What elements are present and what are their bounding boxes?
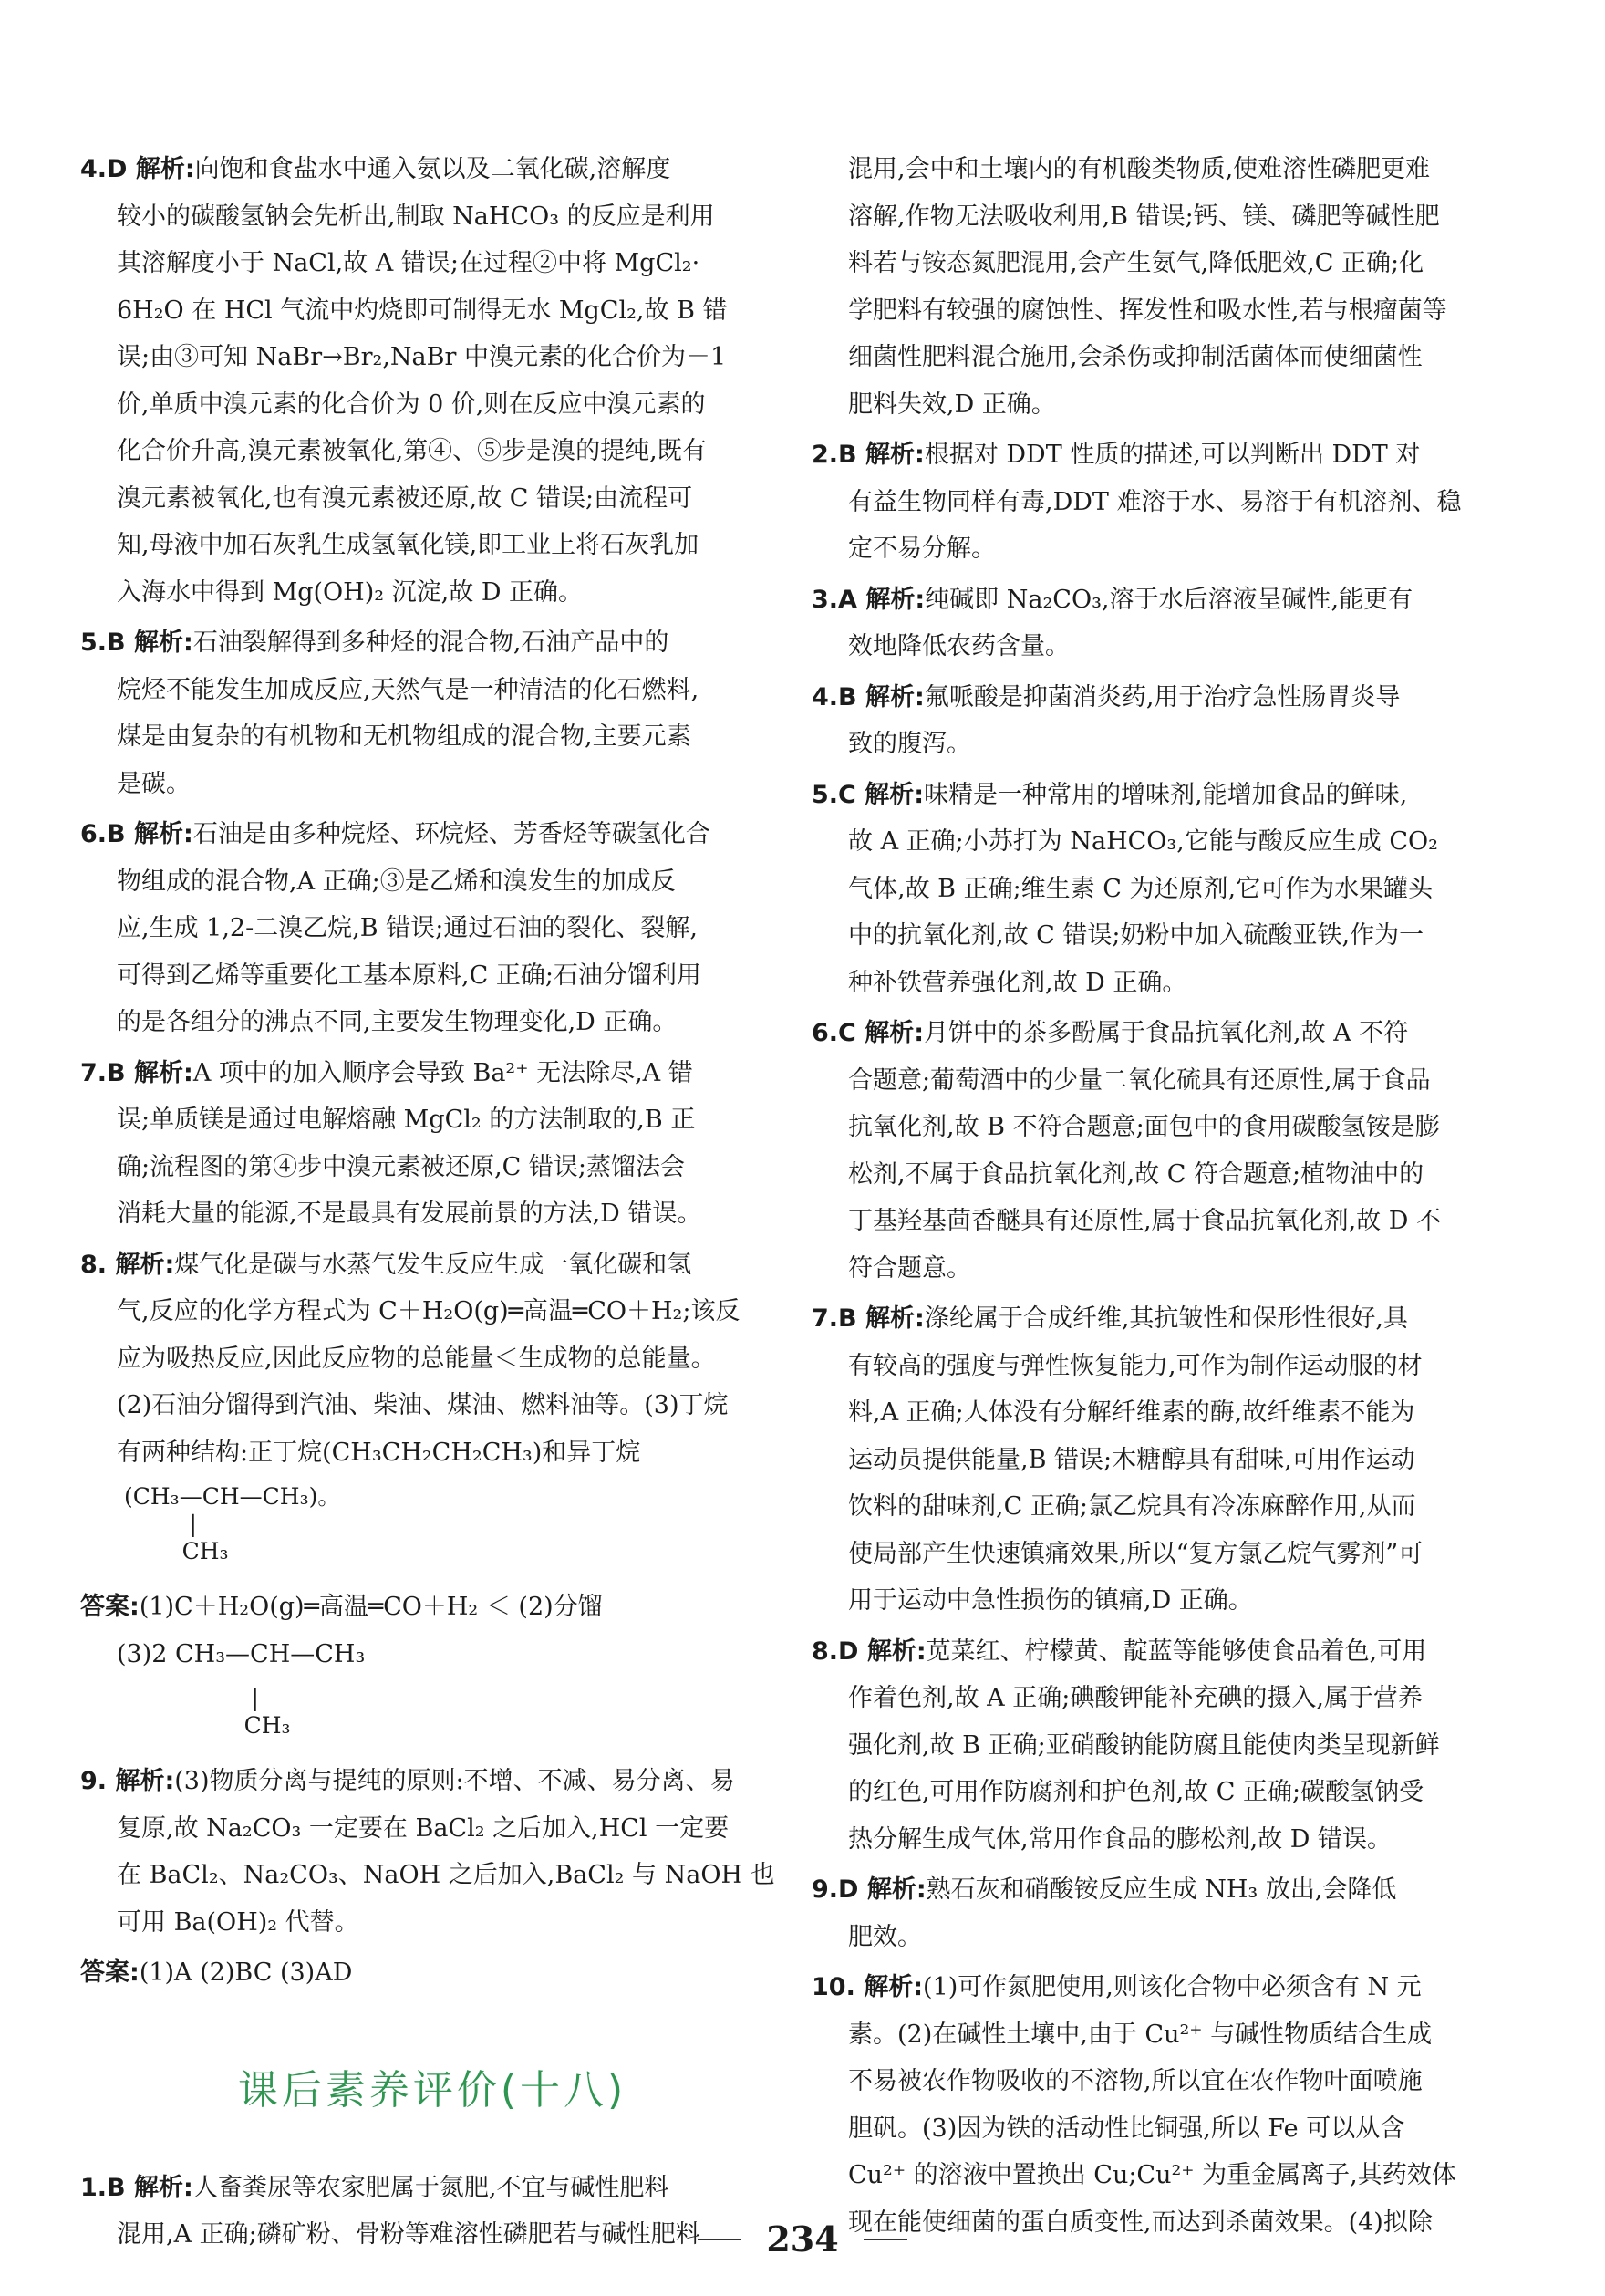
right-entry (812, 577, 1516, 670)
footer-dash-right (864, 2239, 907, 2240)
text-line (812, 431, 1516, 479)
line-text: 消耗大量的能源,不是最具有发展前景的方法,D 错误。 (117, 1200, 702, 1228)
text-line (812, 1577, 1516, 1625)
text-line (812, 525, 1516, 573)
entry-label: 解析: (856, 682, 925, 712)
text-line (80, 381, 784, 429)
line-text: 故 A 正确;小苏打为 NaHCO₃,它能与酸反应生成 CO₂ (848, 827, 1439, 856)
text-line (812, 334, 1516, 381)
right-entry (812, 146, 1516, 428)
line-text: 应,生成 1,2-二溴乙烷,B 错误;通过石油的裂化、裂解, (117, 914, 698, 942)
text-line (80, 193, 784, 241)
line-text: 抗氧化剂,故 B 不符合题意;面包中的食用碳酸氢铵是膨 (848, 1113, 1440, 1141)
line-text: 料若与铵态氮肥混用,会产生氨气,降低肥效,C 正确;化 (848, 249, 1424, 277)
text-line (812, 1295, 1516, 1343)
text-line (812, 193, 1516, 241)
text-line (80, 1899, 784, 1947)
left-entry (80, 811, 784, 1046)
left-column (80, 146, 784, 2262)
text-line (80, 1584, 784, 1631)
left-entry (80, 619, 784, 807)
line-text: (3)物质分离与提纯的原则:不增、不减、易分离、易 (174, 1767, 735, 1795)
line-text: 误;单质镁是通过电解熔融 MgCl₂ 的方法制取的,B 正 (117, 1106, 696, 1134)
text-line (812, 1198, 1516, 1245)
text-line (80, 858, 784, 906)
page-number: 234 (766, 2218, 839, 2260)
line-text: 松剂,不属于食品抗氧化剂,故 C 符合题意;植物油中的 (848, 1159, 1424, 1189)
text-line (812, 479, 1516, 526)
left-entry (80, 1584, 784, 1740)
line-text: (1)可作氮肥使用,则该化合物中必须含有 N 元 (923, 1973, 1422, 2001)
text-line (812, 818, 1516, 866)
text-line (812, 1104, 1516, 1151)
line-text: 其溶解度小于 NaCl,故 A 错误;在过程②中将 MgCl₂· (117, 249, 700, 277)
text-line (80, 569, 784, 617)
line-text: 6H₂O 在 HCl 气流中灼烧即可制得无水 MgCl₂,故 B 错 (117, 296, 728, 325)
text-line (812, 623, 1516, 670)
entry-label: 解析: (125, 629, 193, 657)
text-line (812, 960, 1516, 1007)
entry-label: 解析: (125, 1058, 193, 1087)
text-line (80, 1288, 784, 1335)
line-text: 中的抗氧化剂,故 C 错误;奶粉中加入硫酸亚铁,作为一 (848, 921, 1424, 950)
text-line (812, 912, 1516, 960)
line-text: 氟哌酸是抑菌消炎药,用于治疗急性肠胃炎导 (924, 682, 1401, 712)
line-text: 混用,A 正确;磷矿粉、骨粉等难溶性磷肥若与碱性肥料 (117, 2220, 700, 2249)
text-line (80, 1050, 784, 1097)
line-text: 煤是由复杂的有机物和无机物组成的混合物,主要元素 (117, 722, 691, 751)
text-line (80, 1335, 784, 1383)
line-text: 溴元素被氧化,也有溴元素被还原,故 C 错误;由流程可 (117, 483, 693, 513)
structural-formula: (CH₃—CH—CH₃)。 | CH₃ (124, 1483, 341, 1564)
text-line (812, 1010, 1516, 1057)
text-line (80, 999, 784, 1046)
question-number: 1.B (80, 2173, 126, 2202)
text-line (812, 1914, 1516, 1961)
text-line (812, 240, 1516, 287)
line-text: 丁基羟基茴香醚具有还原性,属于食品抗氧化剂,故 D 不 (848, 1207, 1441, 1235)
text-line (812, 2152, 1516, 2199)
line-text: 煤气化是碳与水蒸气发生反应生成一氧化碳和氢 (174, 1250, 692, 1279)
text-line (80, 1382, 784, 1429)
question-number: 8. (80, 1250, 108, 1279)
text-line (80, 1758, 784, 1805)
text-line (80, 1805, 784, 1853)
line-text: 月饼中的茶多酚属于食品抗氧化剂,故 A 不符 (924, 1019, 1409, 1047)
text-line (80, 428, 784, 475)
text-line (812, 577, 1516, 624)
entry-label: 答案: (80, 1958, 140, 1987)
entry-label: 解析: (856, 441, 925, 469)
text-line (80, 905, 784, 952)
text-line (812, 146, 1516, 193)
entry-label: 解析: (856, 1304, 925, 1333)
line-text: 物组成的混合物,A 正确;③是乙烯和溴发生的加成反 (117, 867, 676, 896)
text-line (80, 1242, 784, 1289)
entry-label: 解析: (125, 2173, 193, 2202)
line-text: 的是各组分的沸点不同,主要发生物理变化,D 正确。 (117, 1008, 678, 1036)
line-text: 可用 Ba(OH)₂ 代替。 (117, 1907, 359, 1937)
text-line (812, 1816, 1516, 1864)
entry-label: 解析: (856, 585, 926, 614)
line-text: 知,母液中加石灰乳生成氢氧化镁,即工业上将石灰乳加 (117, 531, 699, 559)
entry-label: 解析: (854, 1973, 924, 2001)
line-text: 有较高的强度与弹性恢复能力,可作为制作运动服的材 (848, 1351, 1423, 1380)
text-line (80, 1631, 784, 1678)
question-number: 6.C (812, 1019, 856, 1047)
text-line (812, 1437, 1516, 1484)
left-entry (80, 1050, 784, 1238)
text-line (80, 1190, 784, 1238)
entry-label: 解析: (858, 1636, 927, 1666)
entry-label: 解析: (127, 155, 195, 183)
question-number: 7.B (812, 1304, 857, 1333)
line-text: 现在能使细菌的蛋白质变性,而达到杀菌效果。(4)拟除 (848, 2208, 1433, 2237)
right-entry (812, 674, 1516, 768)
text-line (80, 1949, 784, 1997)
line-text: (1)C＋H₂O(g)═高温═CO＋H₂ ＜ (2)分馏 (139, 1593, 603, 1621)
left-entry (80, 146, 784, 616)
line-text: 的红色,可用作防腐剂和护色剂,故 C 正确;碳酸氢钠受 (848, 1778, 1424, 1806)
line-text: 热分解生成气体,常用作食品的膨松剂,故 D 错误。 (848, 1824, 1392, 1854)
text-line (812, 1628, 1516, 1676)
line-text: 应为吸热反应,因此反应物的总能量＜生成物的总能量。 (117, 1344, 716, 1373)
entry-label: 解析: (858, 1875, 927, 1904)
text-line (80, 1096, 784, 1144)
text-line (812, 2105, 1516, 2153)
question-number: 5.C (812, 780, 856, 809)
right-entry (812, 1628, 1516, 1864)
text-line (812, 381, 1516, 429)
text-line (812, 1343, 1516, 1390)
line-text: 化合价升高,溴元素被氧化,第④、⑤步是溴的提纯,既有 (117, 437, 707, 465)
line-text: 味精是一种常用的增味剂,能增加食品的鲜味, (924, 780, 1408, 809)
text-line (812, 1964, 1516, 2011)
line-text: 石油裂解得到多种烃的混合物,石油产品中的 (192, 629, 669, 657)
right-entry (812, 1866, 1516, 1960)
page-footer (0, 2218, 1605, 2260)
line-text: 是碳。 (117, 769, 191, 798)
line-text: 合题意;葡萄酒中的少量二氧化硫具有还原性,属于食品 (848, 1065, 1431, 1095)
text-line (80, 1144, 784, 1191)
text-line (80, 2165, 784, 2212)
text-line (812, 1722, 1516, 1770)
line-text: (2)石油分馏得到汽油、柴油、煤油、燃料油等。(3)丁烷 (117, 1391, 729, 1419)
text-line (812, 721, 1516, 768)
line-text: 不易被农作物吸收的不溶物,所以宜在农作物叶面喷施 (848, 2067, 1423, 2095)
line-text: 根据对 DDT 性质的描述,可以判断出 DDT 对 (924, 441, 1421, 469)
left-entry (80, 1758, 784, 1946)
entry-label: 解析: (855, 780, 925, 809)
line-text: 强化剂,故 B 正确;亚硝酸钠能防腐且能使肉类呈现新鲜 (848, 1730, 1440, 1760)
line-text: 有益生物同样有毒,DDT 难溶于水、易溶于有机溶剂、稳 (848, 487, 1462, 516)
right-column (812, 146, 1516, 2249)
line-text: 有两种结构:正丁烷(CH₃CH₂CH₂CH₃)和异丁烷 (117, 1438, 641, 1467)
right-entry (812, 1010, 1516, 1292)
line-text: 确;流程图的第④步中溴元素被还原,C 错误;蒸馏法会 (117, 1152, 686, 1181)
entry-label: 解析: (107, 1767, 175, 1795)
text-line (80, 619, 784, 667)
line-text: 致的腹泻。 (848, 730, 971, 758)
text-line (80, 667, 784, 714)
text-line (812, 674, 1516, 722)
line-text: 涤纶属于合成纤维,其抗皱性和保形性很好,具 (924, 1304, 1408, 1333)
line-text: 素。(2)在碱性土壤中,由于 Cu²⁺ 与碱性物质结合生成 (848, 2020, 1433, 2049)
text-line (812, 1675, 1516, 1722)
text-line (80, 761, 784, 808)
text-line (812, 1531, 1516, 1578)
line-text: 纯碱即 Na₂CO₃,溶于水后溶液呈碱性,能更有 (925, 585, 1413, 614)
right-entry (812, 431, 1516, 573)
text-line (80, 475, 784, 523)
line-text: 用于运动中急性损伤的镇痛,D 正确。 (848, 1586, 1253, 1615)
line-text: 入海水中得到 Mg(OH)₂ 沉淀,故 D 正确。 (117, 577, 584, 607)
line-text: 石油是由多种烷烃、环烷烃、芳香烃等碳氢化合 (192, 820, 710, 848)
line-text: 运动员提供能量,B 错误;木糖醇具有甜味,可用作运动 (848, 1445, 1415, 1474)
line-text: Cu²⁺ 的溶液中置换出 Cu;Cu²⁺ 为重金属离子,其药效体 (848, 2161, 1456, 2189)
line-text: 价,单质中溴元素的化合价为 0 价,则在反应中溴元素的 (117, 390, 706, 419)
line-text: 误;由③可知 NaBr→Br₂,NaBr 中溴元素的化合价为－1 (117, 343, 727, 371)
question-number: 9.D (812, 1875, 859, 1904)
line-text: 符合题意。 (848, 1253, 971, 1283)
question-number: 3.A (812, 585, 857, 614)
text-line (80, 522, 784, 569)
line-text: 在 BaCl₂、Na₂CO₃、NaOH 之后加入,BaCl₂ 与 NaOH 也 (117, 1861, 775, 1889)
question-number: 4.B (812, 682, 857, 712)
entry-label: 解析: (125, 820, 193, 848)
text-line (80, 811, 784, 858)
right-entry (812, 1295, 1516, 1625)
line-text: 胆矾。(3)因为铁的活动性比铜强,所以 Fe 可以从含 (848, 2114, 1405, 2143)
text-line (812, 2011, 1516, 2059)
text-line (812, 1866, 1516, 1914)
text-line (812, 1057, 1516, 1105)
line-text: A 项中的加入顺序会导致 Ba²⁺ 无法除尽,A 错 (192, 1058, 693, 1087)
line-text: 定不易分解。 (848, 535, 996, 563)
question-number: 8.D (812, 1636, 859, 1666)
right-entry (812, 1964, 1516, 2246)
line-text: 较小的碳酸氢钠会先析出,制取 NaHCO₃ 的反应是利用 (117, 202, 715, 231)
line-text: 气,反应的化学方程式为 C＋H₂O(g)═高温═CO＋H₂;该反 (117, 1297, 740, 1325)
section-title: 课后素养评价(十八) (237, 2066, 627, 2114)
text-line (812, 866, 1516, 913)
question-number: 2.B (812, 441, 857, 469)
footer-dash-left (698, 2239, 741, 2240)
question-number: 10. (812, 1973, 855, 2001)
entry-label: 答案: (80, 1593, 140, 1621)
line-text: 细菌性肥料混合施用,会杀伤或抑制活菌体而使细菌性 (848, 343, 1423, 371)
line-text: 苋菜红、柠檬黄、靛蓝等能够使食品着色,可用 (926, 1636, 1427, 1666)
question-number: 6.B (80, 820, 126, 848)
line-text: 肥料失效,D 正确。 (848, 390, 1056, 419)
text-line (812, 1769, 1516, 1816)
structural-formula: | CH₃ (243, 1685, 291, 1739)
line-text: (1)A (2)BC (3)AD (139, 1958, 353, 1987)
text-line (80, 146, 784, 193)
line-text: 烷烃不能发生加成反应,天然气是一种清洁的化石燃料, (117, 675, 699, 704)
left-entry (80, 1242, 784, 1566)
text-line (80, 713, 784, 761)
question-number: 4.D (80, 155, 128, 183)
line-text: 料,A 正确;人体没有分解纤维素的酶,故纤维素不能为 (848, 1398, 1415, 1427)
line-text: 混用,会中和土壤内的有机酸类物质,使难溶性磷肥更难 (848, 155, 1431, 183)
line-text: 可得到乙烯等重要化工基本原料,C 正确;石油分馏利用 (117, 961, 701, 990)
line-text: 使局部产生快速镇痛效果,所以“复方氯乙烷气雾剂”可 (848, 1539, 1424, 1568)
entry-label: 解析: (107, 1250, 175, 1279)
text-line (80, 1852, 784, 1899)
line-text: 向饱和食盐水中通入氨以及二氧化碳,溶解度 (194, 155, 671, 183)
text-line (80, 334, 784, 381)
question-number: 7.B (80, 1058, 126, 1087)
text-line (812, 1151, 1516, 1199)
line-text: 作着色剂,故 A 正确;碘酸钾能补充碘的摄入,属于营养 (848, 1684, 1423, 1712)
line-text: 溶解,作物无法吸收利用,B 错误;钙、镁、磷肥等碱性肥 (848, 202, 1440, 231)
text-line (812, 1245, 1516, 1293)
line-text: 人畜粪尿等农家肥属于氮肥,不宜与碱性肥料 (192, 2173, 669, 2202)
text-line (812, 1483, 1516, 1531)
text-line (812, 1389, 1516, 1437)
text-line (812, 2058, 1516, 2105)
line-text: (3)2 CH₃—CH—CH₃ (117, 1639, 366, 1668)
line-text: 复原,故 Na₂CO₃ 一定要在 BaCl₂ 之后加入,HCl 一定要 (117, 1813, 730, 1843)
line-text: 效地降低农药含量。 (848, 632, 1070, 660)
entry-label: 解析: (855, 1019, 925, 1047)
text-line (80, 240, 784, 287)
line-text: 饮料的甜味剂,C 正确;氯乙烷具有冷冻麻醉作用,从而 (848, 1492, 1416, 1521)
line-text: 种补铁营养强化剂,故 D 正确。 (848, 968, 1187, 997)
left-entry (80, 1949, 784, 1997)
line-text: 肥效。 (848, 1922, 922, 1951)
line-text: 气体,故 B 正确;维生素 C 为还原剂,它可作为水果罐头 (848, 874, 1434, 903)
text-line (80, 952, 784, 1000)
text-line (812, 287, 1516, 335)
question-number: 9. (80, 1767, 108, 1795)
line-text: 学肥料有较强的腐蚀性、挥发性和吸水性,若与根瘤菌等 (848, 296, 1447, 325)
right-entry (812, 772, 1516, 1007)
line-text: 熟石灰和硝酸铵反应生成 NH₃ 放出,会降低 (926, 1875, 1397, 1904)
text-line (80, 1429, 784, 1477)
text-line (812, 772, 1516, 819)
text-line (80, 287, 784, 335)
question-number: 5.B (80, 629, 126, 657)
